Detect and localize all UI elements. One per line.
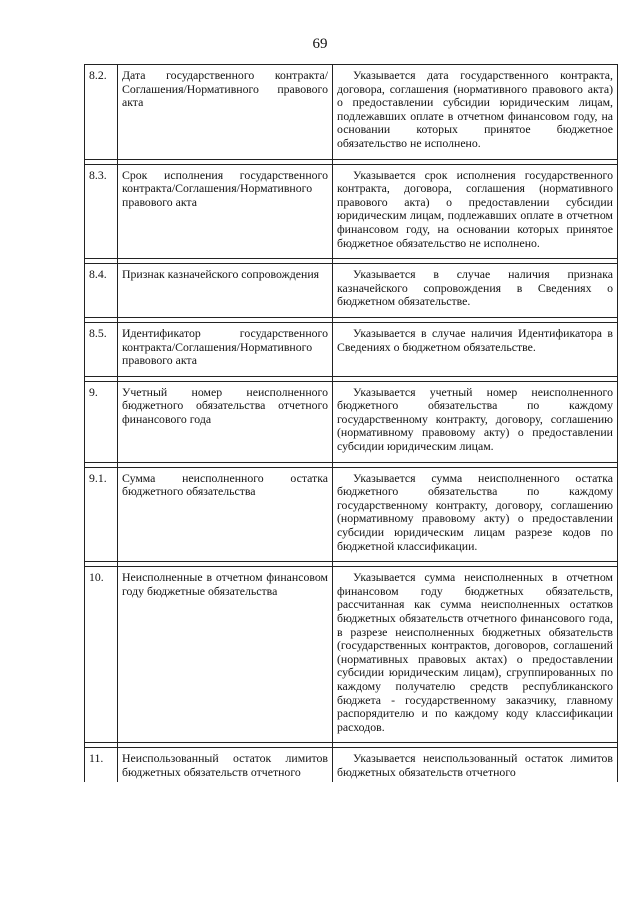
table-row: [85, 567, 618, 743]
row-field-name: Сумма неисполненного остатка бюджетного обязательства: [118, 467, 333, 562]
requisites-table: [84, 64, 618, 782]
row-description: Указывается в случае наличия Идентификатора в Сведениях о бюджетном обязательстве.: [333, 322, 618, 376]
row-number: 9.: [85, 381, 118, 462]
row-description: Указывается учетный номер неисполненного бюджетного обязательства по каждому государственному контракту, договору, соглашению (нормативному правовому акту) о предоставлении субсидии юридическим лицам.: [333, 381, 618, 462]
row-field-name: Неиспользованный остаток лимитов бюджетных обязательств отчетного: [118, 748, 333, 782]
row-field-name: Учетный номер неисполненного бюджетного обязательства отчетного финансового года: [118, 381, 333, 462]
table-row: [85, 748, 618, 782]
row-field-name: Срок исполнения государственного контракта/Соглашения/Нормативного правового акта: [118, 164, 333, 259]
table-row: [85, 467, 618, 562]
row-field-name: Идентификатор государственного контракта/Соглашения/Нормативного правового акта: [118, 322, 333, 376]
row-description: Указывается неиспользованный остаток лимитов бюджетных обязательств отчетного: [333, 748, 618, 782]
row-number: 8.2.: [85, 65, 118, 160]
row-description: Указывается срок исполнения государственного контракта, договора, соглашения (нормативного правового акта) о предоставлении субсидии юридическим лицам, подлежавших оплате в отчетном финансовом году, на основании которых принятое бюджетное обязательство не исполнено.: [333, 164, 618, 259]
row-number: 11.: [85, 748, 118, 782]
row-description: Указывается сумма неисполненных в отчетном финансовом году бюджетных обязательств, рассчитанная как сумма неисполненных остатков бюджетных обязательств отчетного финансового года, в разрезе неисполненных бюджетных обязательств (государственных контрактов, договоров, соглашений (нормативных правовых актах) о предоставлении субсидии юридическим лицам), сгруппированных по каждому получателю средств республиканского бюджета - государственному заказчику, главному распорядителю и по каждому коду классификации расходов.: [333, 567, 618, 743]
row-number: 8.4.: [85, 264, 118, 318]
row-number: 8.3.: [85, 164, 118, 259]
row-description: Указывается дата государственного контракта, договора, соглашения (нормативного правового акта) о предоставлении субсидии юридическим лицам, подлежавших оплате в отчетном финансовом году, на основании которых принятое бюджетное обязательство не исполнено.: [333, 65, 618, 160]
row-field-name: Дата государственного контракта/Соглашения/Нормативного правового акта: [118, 65, 333, 160]
row-description: Указывается в случае наличия признака казначейского сопровождения в Сведениях о бюджетном обязательстве.: [333, 264, 618, 318]
table-row: [85, 65, 618, 160]
page-number: 69: [312, 36, 328, 52]
row-number: 9.1.: [85, 467, 118, 562]
table-row: [85, 264, 618, 318]
table-row: [85, 322, 618, 376]
table-row: [85, 164, 618, 259]
table-row: [85, 381, 618, 462]
row-number: 8.5.: [85, 322, 118, 376]
row-field-name: Неисполненные в отчетном финансовом году бюджетные обязательства: [118, 567, 333, 743]
row-description: Указывается сумма неисполненного остатка бюджетного обязательства по каждому государственному контракту, договору, соглашению (нормативному правовому акту) о предоставлении субсидии юридическим лицам разрезе кодов по бюджетной классификации.: [333, 467, 618, 562]
row-number: 10.: [85, 567, 118, 743]
row-field-name: Признак казначейского сопровождения: [118, 264, 333, 318]
